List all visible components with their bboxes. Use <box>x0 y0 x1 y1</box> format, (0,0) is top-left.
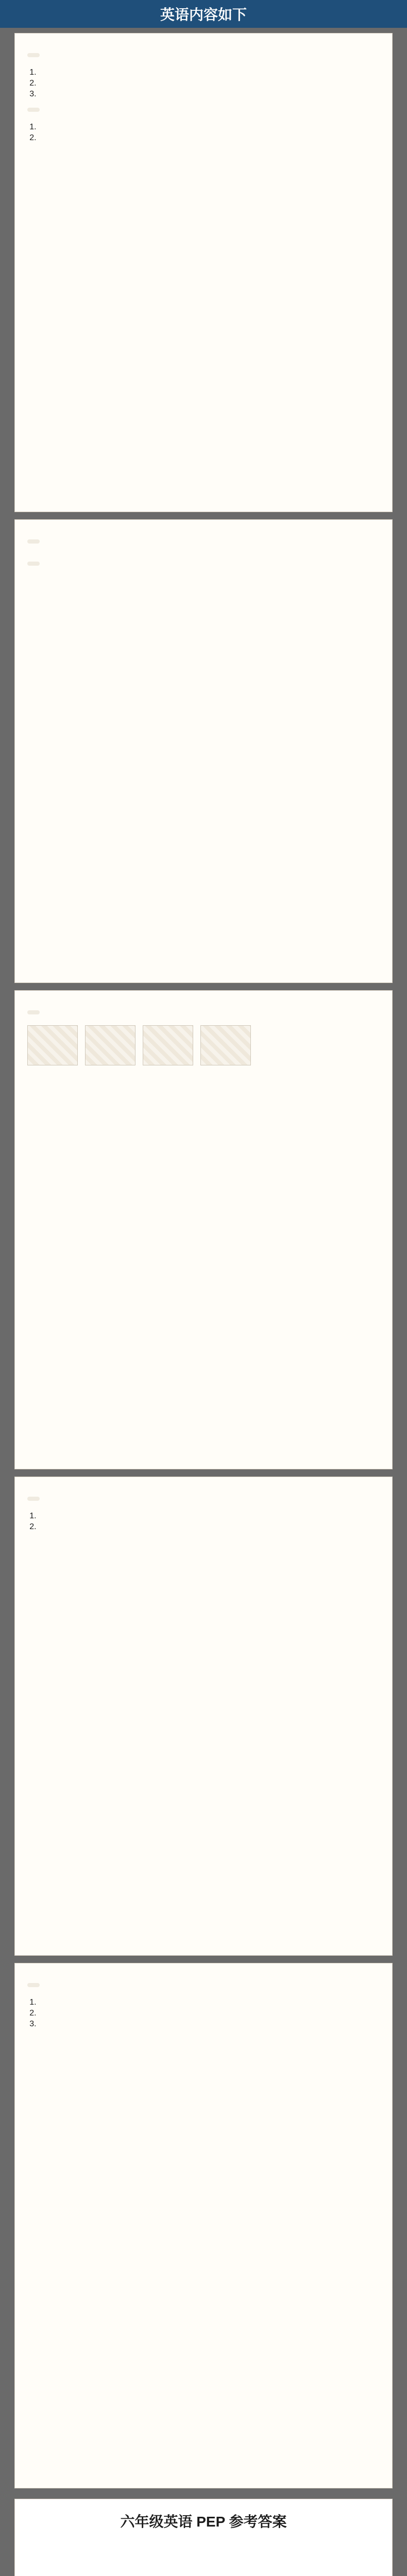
image-thumbnail <box>27 1025 78 1065</box>
answer-key-left-column <box>28 2540 197 2576</box>
section-title <box>27 53 40 57</box>
section-title <box>27 1497 40 1501</box>
worksheet-sheet-1 <box>14 33 393 512</box>
question-list <box>27 121 380 140</box>
question-block <box>27 1510 380 1529</box>
worksheet-sheet-4 <box>14 1477 393 1956</box>
question-item <box>39 1520 380 1529</box>
answer-key-title: 六年级英语 PEP 参考答案 <box>120 2514 287 2530</box>
question-block <box>27 66 380 96</box>
question-item <box>39 2018 380 2026</box>
question-block <box>27 1996 380 2026</box>
question-item <box>39 2007 380 2015</box>
banner-title: 英语内容如下 <box>160 7 247 23</box>
section-title <box>27 1983 40 1987</box>
image-prompt-row <box>27 1025 380 1065</box>
image-thumbnail <box>85 1025 135 1065</box>
question-item <box>39 66 380 75</box>
question-list <box>27 1996 380 2026</box>
worksheet-sheet-2 <box>14 519 393 983</box>
question-item <box>39 131 380 140</box>
question-item <box>39 121 380 129</box>
worksheet-sheet-3 <box>14 990 393 1469</box>
answer-key-right-column <box>210 2540 379 2576</box>
section-title <box>27 562 40 566</box>
answer-key-grid <box>28 2540 379 2576</box>
question-item <box>39 88 380 96</box>
question-list <box>27 66 380 96</box>
section-title <box>27 539 40 544</box>
image-thumbnail <box>200 1025 251 1065</box>
answer-key-sheet <box>14 2499 393 2576</box>
question-item <box>39 1996 380 2005</box>
section-title <box>27 108 40 112</box>
question-list <box>27 1510 380 1529</box>
worksheet-sheet-5 <box>14 1963 393 2488</box>
image-thumbnail <box>143 1025 193 1065</box>
question-block <box>27 121 380 140</box>
question-item <box>39 77 380 86</box>
top-banner <box>0 0 407 28</box>
question-item <box>39 1510 380 1518</box>
section-title <box>27 1010 40 1014</box>
